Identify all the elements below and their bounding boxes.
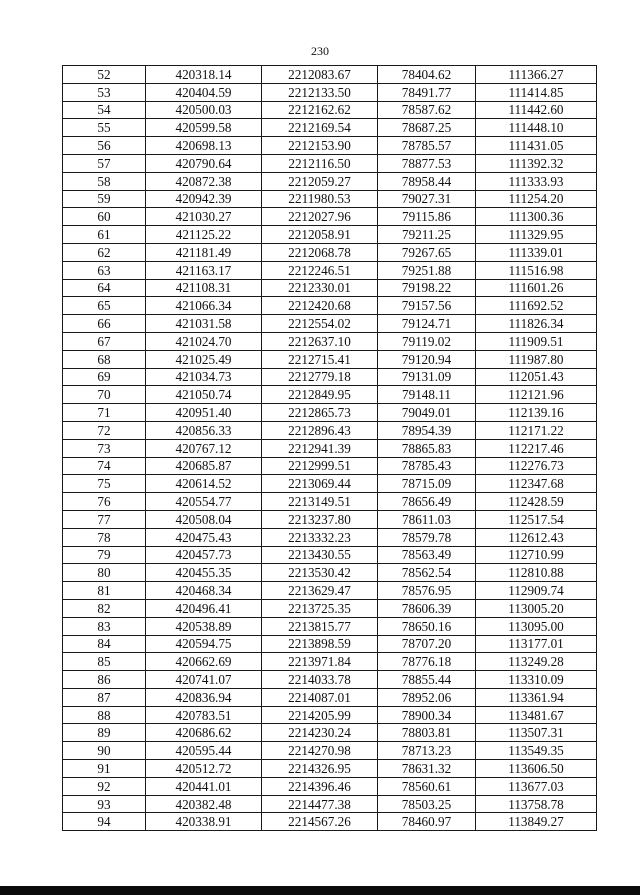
coordinate-value-cell: 78503.25 xyxy=(378,795,476,813)
scan-bottom-edge xyxy=(0,886,640,895)
table-row xyxy=(63,279,597,297)
coordinate-value-cell: 2212246.51 xyxy=(262,261,378,279)
table-row xyxy=(63,297,597,315)
coordinate-value-cell: 78715.09 xyxy=(378,475,476,493)
coordinate-value-cell: 421125.22 xyxy=(146,226,262,244)
coordinate-value-cell: 420594.75 xyxy=(146,635,262,653)
coordinate-value-cell: 420872.38 xyxy=(146,172,262,190)
coordinate-value-cell: 2212162.62 xyxy=(262,101,378,119)
coordinate-value-cell: 420538.89 xyxy=(146,617,262,635)
coordinate-value-cell: 79267.65 xyxy=(378,243,476,261)
coordinate-value-cell: 2213237.80 xyxy=(262,510,378,528)
coordinate-value-cell: 2212330.01 xyxy=(262,279,378,297)
table-row xyxy=(63,154,597,172)
point-number-cell: 67 xyxy=(63,332,146,350)
coordinate-value-cell: 2212865.73 xyxy=(262,404,378,422)
coordinate-value-cell: 2214205.99 xyxy=(262,706,378,724)
coordinate-value-cell: 112612.43 xyxy=(476,528,597,546)
coordinate-value-cell: 421031.58 xyxy=(146,315,262,333)
coordinate-value-cell: 78563.49 xyxy=(378,546,476,564)
table-row xyxy=(63,101,597,119)
coordinate-value-cell: 420455.35 xyxy=(146,564,262,582)
coordinate-value-cell: 112217.46 xyxy=(476,439,597,457)
table-row xyxy=(63,315,597,333)
coordinate-value-cell: 2214396.46 xyxy=(262,777,378,795)
point-number-cell: 74 xyxy=(63,457,146,475)
coordinate-value-cell: 78611.03 xyxy=(378,510,476,528)
table-row xyxy=(63,795,597,813)
coordinate-value-cell: 421034.73 xyxy=(146,368,262,386)
coordinate-value-cell: 78460.97 xyxy=(378,813,476,831)
point-number-cell: 79 xyxy=(63,546,146,564)
table-row xyxy=(63,439,597,457)
coordinate-value-cell: 2213332.23 xyxy=(262,528,378,546)
coordinate-value-cell: 78404.62 xyxy=(378,66,476,84)
table-row xyxy=(63,421,597,439)
table-row xyxy=(63,66,597,84)
coordinate-value-cell: 2211980.53 xyxy=(262,190,378,208)
point-number-cell: 52 xyxy=(63,66,146,84)
coordinate-value-cell: 78560.61 xyxy=(378,777,476,795)
table-row xyxy=(63,635,597,653)
coordinate-value-cell: 79131.09 xyxy=(378,368,476,386)
coordinate-value-cell: 112276.73 xyxy=(476,457,597,475)
coordinate-value-cell: 420767.12 xyxy=(146,439,262,457)
coordinate-value-cell: 113361.94 xyxy=(476,688,597,706)
coordinate-value-cell: 78900.34 xyxy=(378,706,476,724)
coordinate-value-cell: 2212133.50 xyxy=(262,83,378,101)
coordinate-value-cell: 111431.05 xyxy=(476,137,597,155)
coordinate-value-cell: 78650.16 xyxy=(378,617,476,635)
coordinate-value-cell: 2214567.26 xyxy=(262,813,378,831)
coordinate-value-cell: 2212715.41 xyxy=(262,350,378,368)
table-row xyxy=(63,706,597,724)
coordinate-value-cell: 78562.54 xyxy=(378,564,476,582)
point-number-cell: 58 xyxy=(63,172,146,190)
table-row xyxy=(63,119,597,137)
point-number-cell: 81 xyxy=(63,582,146,600)
coordinate-value-cell: 78952.06 xyxy=(378,688,476,706)
coordinate-value-cell: 79027.31 xyxy=(378,190,476,208)
coordinate-value-cell: 420508.04 xyxy=(146,510,262,528)
coordinate-value-cell: 2212896.43 xyxy=(262,421,378,439)
coordinate-value-cell: 79115.86 xyxy=(378,208,476,226)
coordinate-value-cell: 2213971.84 xyxy=(262,653,378,671)
coordinate-value-cell: 420942.39 xyxy=(146,190,262,208)
coordinate-value-cell: 78631.32 xyxy=(378,760,476,778)
point-number-cell: 54 xyxy=(63,101,146,119)
point-number-cell: 69 xyxy=(63,368,146,386)
coordinate-value-cell: 2212068.78 xyxy=(262,243,378,261)
table-row xyxy=(63,386,597,404)
point-number-cell: 83 xyxy=(63,617,146,635)
table-row xyxy=(63,226,597,244)
coordinate-value-cell: 420318.14 xyxy=(146,66,262,84)
coordinate-value-cell: 420338.91 xyxy=(146,813,262,831)
coordinate-value-cell: 112517.54 xyxy=(476,510,597,528)
coordinate-value-cell: 113758.78 xyxy=(476,795,597,813)
coordinate-value-cell: 112909.74 xyxy=(476,582,597,600)
coordinate-value-cell: 78576.95 xyxy=(378,582,476,600)
table-row xyxy=(63,653,597,671)
coordinate-value-cell: 111392.32 xyxy=(476,154,597,172)
coordinate-value-cell: 78954.39 xyxy=(378,421,476,439)
coordinate-value-cell: 113549.35 xyxy=(476,742,597,760)
coordinate-value-cell: 78713.23 xyxy=(378,742,476,760)
coordinate-value-cell: 112710.99 xyxy=(476,546,597,564)
point-number-cell: 84 xyxy=(63,635,146,653)
point-number-cell: 91 xyxy=(63,760,146,778)
coordinate-value-cell: 112171.22 xyxy=(476,421,597,439)
coordinate-value-cell: 78656.49 xyxy=(378,493,476,511)
coordinate-value-cell: 2213530.42 xyxy=(262,564,378,582)
coordinate-value-cell: 111366.27 xyxy=(476,66,597,84)
coordinate-value-cell: 78785.57 xyxy=(378,137,476,155)
coordinate-value-cell: 2213069.44 xyxy=(262,475,378,493)
table-row xyxy=(63,261,597,279)
coordinate-value-cell: 2212941.39 xyxy=(262,439,378,457)
table-row xyxy=(63,742,597,760)
coordinate-value-cell: 421024.70 xyxy=(146,332,262,350)
coordinate-value-cell: 113310.09 xyxy=(476,671,597,689)
point-number-cell: 70 xyxy=(63,386,146,404)
coordinate-value-cell: 2212058.91 xyxy=(262,226,378,244)
coordinate-value-cell: 421050.74 xyxy=(146,386,262,404)
coordinate-value-cell: 420741.07 xyxy=(146,671,262,689)
coordinate-value-cell: 79148.11 xyxy=(378,386,476,404)
coordinate-value-cell: 2212169.54 xyxy=(262,119,378,137)
coordinate-value-cell: 420500.03 xyxy=(146,101,262,119)
coordinate-value-cell: 78687.25 xyxy=(378,119,476,137)
coordinate-value-cell: 2213815.77 xyxy=(262,617,378,635)
coordinate-value-cell: 2214087.01 xyxy=(262,688,378,706)
coordinate-value-cell: 420599.58 xyxy=(146,119,262,137)
table-row xyxy=(63,137,597,155)
table-row xyxy=(63,599,597,617)
coordinate-value-cell: 113249.28 xyxy=(476,653,597,671)
coordinate-value-cell: 79049.01 xyxy=(378,404,476,422)
coordinate-value-cell: 78707.20 xyxy=(378,635,476,653)
coordinate-value-cell: 78803.81 xyxy=(378,724,476,742)
point-number-cell: 66 xyxy=(63,315,146,333)
table-row xyxy=(63,457,597,475)
point-number-cell: 90 xyxy=(63,742,146,760)
coordinate-value-cell: 78579.78 xyxy=(378,528,476,546)
coordinate-value-cell: 78785.43 xyxy=(378,457,476,475)
table-row xyxy=(63,528,597,546)
coordinate-value-cell: 111987.80 xyxy=(476,350,597,368)
coordinate-value-cell: 2214270.98 xyxy=(262,742,378,760)
coordinate-value-cell: 420836.94 xyxy=(146,688,262,706)
coordinate-value-cell: 2212153.90 xyxy=(262,137,378,155)
coordinate-value-cell: 2213725.35 xyxy=(262,599,378,617)
coordinate-value-cell: 111333.93 xyxy=(476,172,597,190)
coordinate-value-cell: 111516.98 xyxy=(476,261,597,279)
table-row xyxy=(63,190,597,208)
coordinate-value-cell: 420441.01 xyxy=(146,777,262,795)
table-row xyxy=(63,493,597,511)
coordinate-value-cell: 420790.64 xyxy=(146,154,262,172)
table-row xyxy=(63,546,597,564)
coordinate-value-cell: 111448.10 xyxy=(476,119,597,137)
point-number-cell: 87 xyxy=(63,688,146,706)
coordinate-value-cell: 2212116.50 xyxy=(262,154,378,172)
coordinate-value-cell: 79157.56 xyxy=(378,297,476,315)
coordinate-value-cell: 420382.48 xyxy=(146,795,262,813)
coordinate-value-cell: 113005.20 xyxy=(476,599,597,617)
coordinate-value-cell: 79124.71 xyxy=(378,315,476,333)
point-number-cell: 57 xyxy=(63,154,146,172)
table-row xyxy=(63,475,597,493)
coordinate-value-cell: 2212027.96 xyxy=(262,208,378,226)
coordinate-value-cell: 2213629.47 xyxy=(262,582,378,600)
point-number-cell: 92 xyxy=(63,777,146,795)
coordinate-value-cell: 2213149.51 xyxy=(262,493,378,511)
coordinate-value-cell: 111909.51 xyxy=(476,332,597,350)
coordinate-table-body xyxy=(63,66,597,831)
coordinate-value-cell: 111339.01 xyxy=(476,243,597,261)
coordinate-value-cell: 420614.52 xyxy=(146,475,262,493)
table-row xyxy=(63,617,597,635)
coordinate-value-cell: 420475.43 xyxy=(146,528,262,546)
point-number-cell: 77 xyxy=(63,510,146,528)
coordinate-value-cell: 112139.16 xyxy=(476,404,597,422)
coordinate-value-cell: 420496.41 xyxy=(146,599,262,617)
point-number-cell: 80 xyxy=(63,564,146,582)
coordinate-value-cell: 113849.27 xyxy=(476,813,597,831)
point-number-cell: 59 xyxy=(63,190,146,208)
point-number-cell: 71 xyxy=(63,404,146,422)
coordinate-value-cell: 111601.26 xyxy=(476,279,597,297)
table-row xyxy=(63,813,597,831)
coordinate-value-cell: 2212059.27 xyxy=(262,172,378,190)
coordinate-value-cell: 421025.49 xyxy=(146,350,262,368)
coordinate-value-cell: 421163.17 xyxy=(146,261,262,279)
point-number-cell: 63 xyxy=(63,261,146,279)
coordinate-value-cell: 2212554.02 xyxy=(262,315,378,333)
coordinate-value-cell: 112428.59 xyxy=(476,493,597,511)
coordinate-value-cell: 420404.59 xyxy=(146,83,262,101)
coordinate-value-cell: 112051.43 xyxy=(476,368,597,386)
coordinate-value-cell: 421108.31 xyxy=(146,279,262,297)
point-number-cell: 64 xyxy=(63,279,146,297)
coordinate-value-cell: 2213430.55 xyxy=(262,546,378,564)
point-number-cell: 62 xyxy=(63,243,146,261)
point-number-cell: 55 xyxy=(63,119,146,137)
coordinate-value-cell: 111692.52 xyxy=(476,297,597,315)
coordinate-value-cell: 78958.44 xyxy=(378,172,476,190)
coordinate-value-cell: 112347.68 xyxy=(476,475,597,493)
coordinate-value-cell: 2212420.68 xyxy=(262,297,378,315)
table-row xyxy=(63,688,597,706)
point-number-cell: 82 xyxy=(63,599,146,617)
table-row xyxy=(63,510,597,528)
point-number-cell: 89 xyxy=(63,724,146,742)
coordinate-value-cell: 111300.36 xyxy=(476,208,597,226)
coordinate-value-cell: 2214477.38 xyxy=(262,795,378,813)
coordinate-value-cell: 78877.53 xyxy=(378,154,476,172)
coordinate-value-cell: 2212637.10 xyxy=(262,332,378,350)
coordinate-value-cell: 113606.50 xyxy=(476,760,597,778)
point-number-cell: 65 xyxy=(63,297,146,315)
coordinate-value-cell: 79120.94 xyxy=(378,350,476,368)
coordinate-value-cell: 2214033.78 xyxy=(262,671,378,689)
coordinate-value-cell: 420595.44 xyxy=(146,742,262,760)
table-row xyxy=(63,172,597,190)
coordinate-value-cell: 420685.87 xyxy=(146,457,262,475)
table-row xyxy=(63,582,597,600)
point-number-cell: 88 xyxy=(63,706,146,724)
coordinate-value-cell: 113677.03 xyxy=(476,777,597,795)
coordinate-value-cell: 113481.67 xyxy=(476,706,597,724)
coordinate-value-cell: 420457.73 xyxy=(146,546,262,564)
coordinate-value-cell: 78491.77 xyxy=(378,83,476,101)
point-number-cell: 61 xyxy=(63,226,146,244)
coordinate-value-cell: 420783.51 xyxy=(146,706,262,724)
coordinate-table xyxy=(62,65,597,831)
page-number: 230 xyxy=(311,44,329,58)
coordinate-value-cell: 420856.33 xyxy=(146,421,262,439)
table-row xyxy=(63,208,597,226)
coordinate-value-cell: 420554.77 xyxy=(146,493,262,511)
coordinate-value-cell: 2212849.95 xyxy=(262,386,378,404)
coordinate-value-cell: 420951.40 xyxy=(146,404,262,422)
coordinate-value-cell: 420698.13 xyxy=(146,137,262,155)
coordinate-value-cell: 420468.34 xyxy=(146,582,262,600)
coordinate-value-cell: 79251.88 xyxy=(378,261,476,279)
coordinate-value-cell: 79211.25 xyxy=(378,226,476,244)
coordinate-value-cell: 78865.83 xyxy=(378,439,476,457)
table-row xyxy=(63,671,597,689)
point-number-cell: 68 xyxy=(63,350,146,368)
coordinate-value-cell: 78855.44 xyxy=(378,671,476,689)
point-number-cell: 75 xyxy=(63,475,146,493)
coordinate-value-cell: 78606.39 xyxy=(378,599,476,617)
point-number-cell: 56 xyxy=(63,137,146,155)
table-row xyxy=(63,350,597,368)
coordinate-value-cell: 420662.69 xyxy=(146,653,262,671)
coordinate-value-cell: 78776.18 xyxy=(378,653,476,671)
coordinate-value-cell: 2213898.59 xyxy=(262,635,378,653)
table-row xyxy=(63,368,597,386)
table-row xyxy=(63,404,597,422)
table-row xyxy=(63,777,597,795)
coordinate-value-cell: 79119.02 xyxy=(378,332,476,350)
point-number-cell: 53 xyxy=(63,83,146,101)
coordinate-value-cell: 112810.88 xyxy=(476,564,597,582)
point-number-cell: 93 xyxy=(63,795,146,813)
coordinate-value-cell: 79198.22 xyxy=(378,279,476,297)
coordinate-value-cell: 421181.49 xyxy=(146,243,262,261)
table-row xyxy=(63,243,597,261)
table-row xyxy=(63,332,597,350)
coordinate-value-cell: 78587.62 xyxy=(378,101,476,119)
table-row xyxy=(63,83,597,101)
point-number-cell: 73 xyxy=(63,439,146,457)
coordinate-value-cell: 2214326.95 xyxy=(262,760,378,778)
coordinate-value-cell: 111254.20 xyxy=(476,190,597,208)
point-number-cell: 86 xyxy=(63,671,146,689)
point-number-cell: 60 xyxy=(63,208,146,226)
table-row xyxy=(63,724,597,742)
table-row xyxy=(63,760,597,778)
coordinate-value-cell: 420512.72 xyxy=(146,760,262,778)
coordinate-value-cell: 421066.34 xyxy=(146,297,262,315)
coordinate-value-cell: 2214230.24 xyxy=(262,724,378,742)
coordinate-value-cell: 113507.31 xyxy=(476,724,597,742)
coordinate-value-cell: 113095.00 xyxy=(476,617,597,635)
coordinate-value-cell: 2212083.67 xyxy=(262,66,378,84)
coordinate-value-cell: 421030.27 xyxy=(146,208,262,226)
point-number-cell: 85 xyxy=(63,653,146,671)
coordinate-value-cell: 2212779.18 xyxy=(262,368,378,386)
point-number-cell: 78 xyxy=(63,528,146,546)
point-number-cell: 72 xyxy=(63,421,146,439)
point-number-cell: 76 xyxy=(63,493,146,511)
coordinate-value-cell: 111329.95 xyxy=(476,226,597,244)
table-row xyxy=(63,564,597,582)
point-number-cell: 94 xyxy=(63,813,146,831)
coordinate-value-cell: 111442.60 xyxy=(476,101,597,119)
coordinate-value-cell: 420686.62 xyxy=(146,724,262,742)
coordinate-value-cell: 111826.34 xyxy=(476,315,597,333)
coordinate-value-cell: 2212999.51 xyxy=(262,457,378,475)
coordinate-value-cell: 112121.96 xyxy=(476,386,597,404)
coordinate-value-cell: 111414.85 xyxy=(476,83,597,101)
coordinate-value-cell: 113177.01 xyxy=(476,635,597,653)
